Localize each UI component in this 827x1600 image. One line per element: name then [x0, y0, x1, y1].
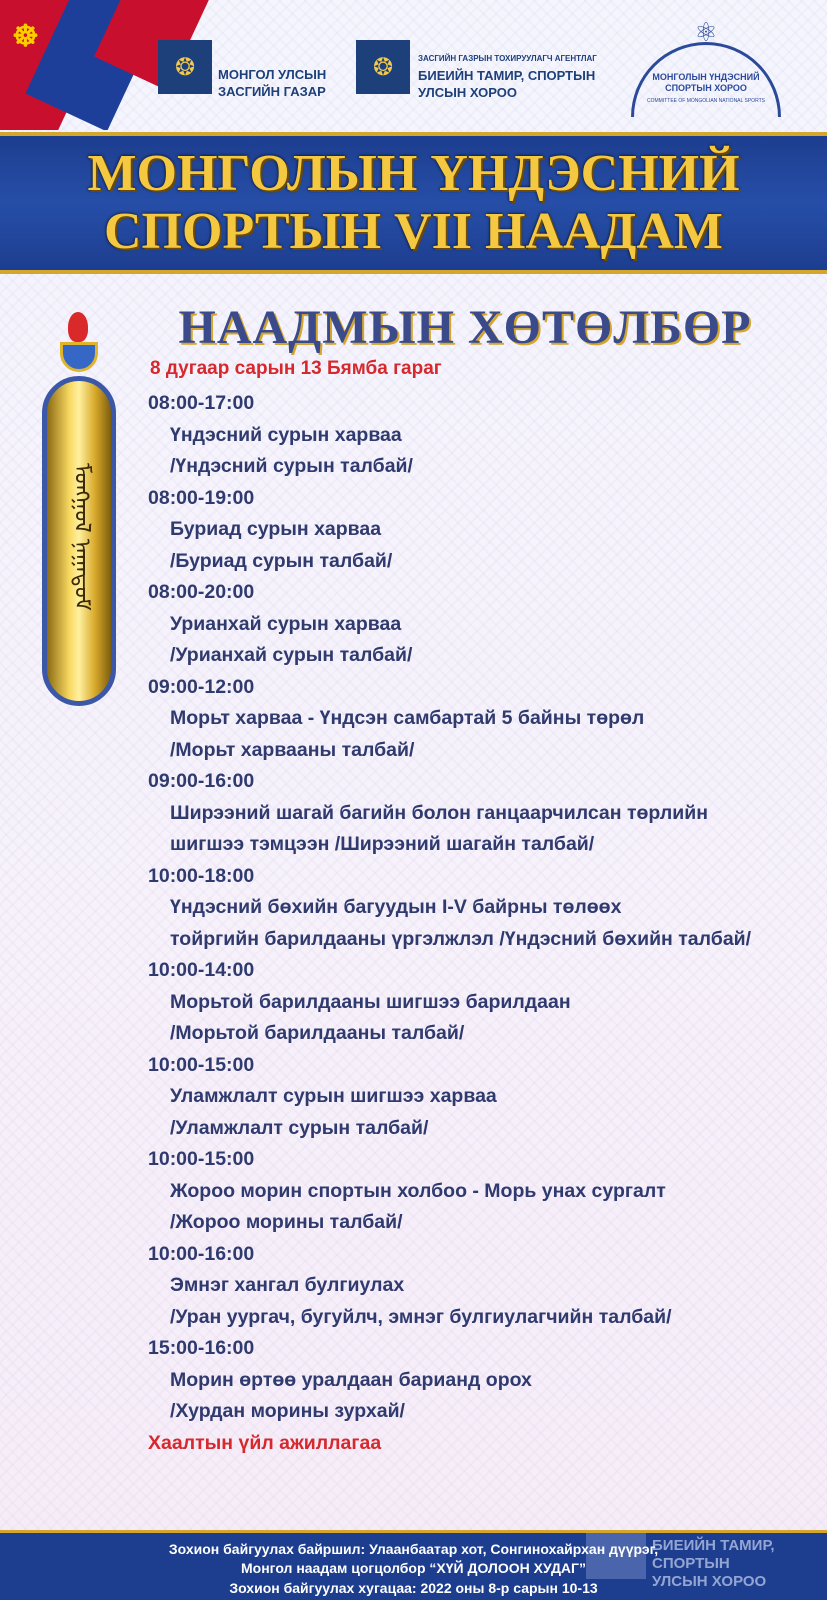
schedule-time: 10:00-15:00 — [148, 1053, 255, 1076]
top-header — [0, 0, 827, 130]
schedule-venue: /Уламжлалт сурын талбай/ — [170, 1116, 429, 1139]
government-emblem-icon: ❂ — [158, 40, 212, 94]
flame-icon — [68, 312, 88, 342]
footer-location-line2: Монгол наадам цогцолбор “ХҮЙ ДОЛООН ХУДАГ” — [241, 1560, 586, 1576]
schedule-event: Морьт харваа - Үндсэн самбартай 5 байны төрөл — [170, 707, 645, 729]
schedule-venue: /Буриад сурын талбай/ — [170, 549, 393, 572]
schedule-time: 08:00-17:00 — [148, 392, 255, 414]
schedule-venue: /Уран уургач, бугуйлч, эмнэг булгиулагчийн талбай/ — [170, 1305, 672, 1328]
schedule-venue: /Хурдан морины зурхай/ — [170, 1400, 405, 1422]
program-title: НААДМЫН ХӨТӨЛБӨР — [178, 301, 752, 354]
agency-logo-text: ЗАСГИЙН ГАЗРЫН ТОХИРУУЛАГЧ АГЕНТЛАГ БИЕИЙН ТАМИР, СПОРТЫН УЛСЫН ХОРОО — [418, 54, 597, 100]
schedule-list — [148, 388, 818, 1459]
banner-title-line1: МОНГОЛЫН ҮНДЭСНИЙ — [87, 145, 740, 202]
schedule-time: 15:00-16:00 — [148, 1337, 255, 1359]
schedule-event: Уламжлалт сурын шигшээ харваа — [170, 1085, 497, 1107]
schedule-time: 10:00-18:00 — [148, 864, 255, 887]
watermark-text: БИЕИЙН ТАМИР, СПОРТЫН УЛСЫН ХОРОО — [652, 1537, 775, 1590]
government-logo-text: МОНГОЛ УЛСЫН ЗАСГИЙН ГАЗАР — [218, 67, 327, 99]
soyombo-icon: ☸ — [12, 20, 39, 53]
footer-dates: Зохион байгуулах хугацаа: 2022 оны 8-р сарын 10-13 — [229, 1580, 598, 1596]
agency-emblem-icon: ❂ — [356, 40, 410, 94]
schedule-event: Ширээний шагай багийн болон ганцаарчилсан төрлийн — [170, 801, 708, 824]
schedule-event: Үндэсний бөхийн багуудын I-V байрны төлөөх — [170, 896, 622, 918]
schedule-venue: /Морьтой барилдааны талбай/ — [170, 1022, 465, 1044]
golden-scroll-ornament — [38, 312, 120, 712]
schedule-time: 09:00-16:00 — [148, 770, 255, 792]
schedule-event: Жороо морин спортын холбоо - Морь унах сургалт — [170, 1179, 666, 1202]
schedule-event: Морин өртөө уралдаан барианд орох — [170, 1368, 532, 1391]
schedule-event: Үндэсний сурын харваа — [170, 423, 402, 446]
schedule-time: 08:00-20:00 — [148, 581, 255, 603]
schedule-event: Эмнэг хангал булгиулах — [170, 1274, 405, 1296]
event-date: 8 дугаар сарын 13 Бямба гараг — [150, 358, 442, 379]
schedule-time: 10:00-15:00 — [148, 1148, 255, 1170]
schedule-event: Урианхай сурын харваа — [170, 612, 402, 635]
footer-location-line1: Зохион байгуулах байршил: Улаанбаатар хот, Сонгинохайрхан дүүрэг, — [168, 1541, 659, 1557]
schedule-time: 09:00-12:00 — [148, 675, 255, 698]
schedule-time: 10:00-16:00 — [148, 1242, 255, 1265]
schedule-venue: /Үндэсний сурын талбай/ — [170, 455, 413, 477]
schedule-venue: /Урианхай сурын талбай/ — [170, 644, 413, 666]
schedule-event: Буриад сурын харваа — [170, 518, 382, 540]
committee-logo: ⚛ МОНГОЛЫН ҮНДЭСНИЙ СПОРТЫН ХОРОО COMMITTEE OF MONGOLIAN NATIONAL SPORTS — [626, 14, 786, 114]
mongolian-script-decoration: ᠮᠣᠩᠭᠣᠯ ᠨᠠᠭᠠᠳᠤᠮ — [70, 463, 95, 611]
schedule-venue: тойргийн барилдааны үргэлжлэл /Үндэсний бөхийн талбай/ — [170, 927, 752, 950]
schedule-venue: /Жороо морины талбай/ — [170, 1211, 403, 1233]
schedule-time: 08:00-19:00 — [148, 486, 255, 509]
banner-title-line2: СПОРТЫН VII НААДАМ — [103, 203, 724, 260]
schedule-venue: /Морьт харвааны талбай/ — [170, 738, 415, 761]
title-banner — [0, 132, 827, 274]
footer — [0, 1530, 827, 1600]
schedule-venue: шигшээ тэмцээн /Ширээний шагайн талбай/ — [170, 833, 595, 855]
soyombo-emblem-icon: ⚛ — [694, 17, 718, 47]
closing-ceremony: Хаалтын үйл ажиллагаа — [148, 1431, 382, 1454]
schedule-time: 10:00-14:00 — [148, 959, 255, 981]
schedule-event: Морьтой барилдааны шигшээ барилдаан — [170, 990, 571, 1013]
